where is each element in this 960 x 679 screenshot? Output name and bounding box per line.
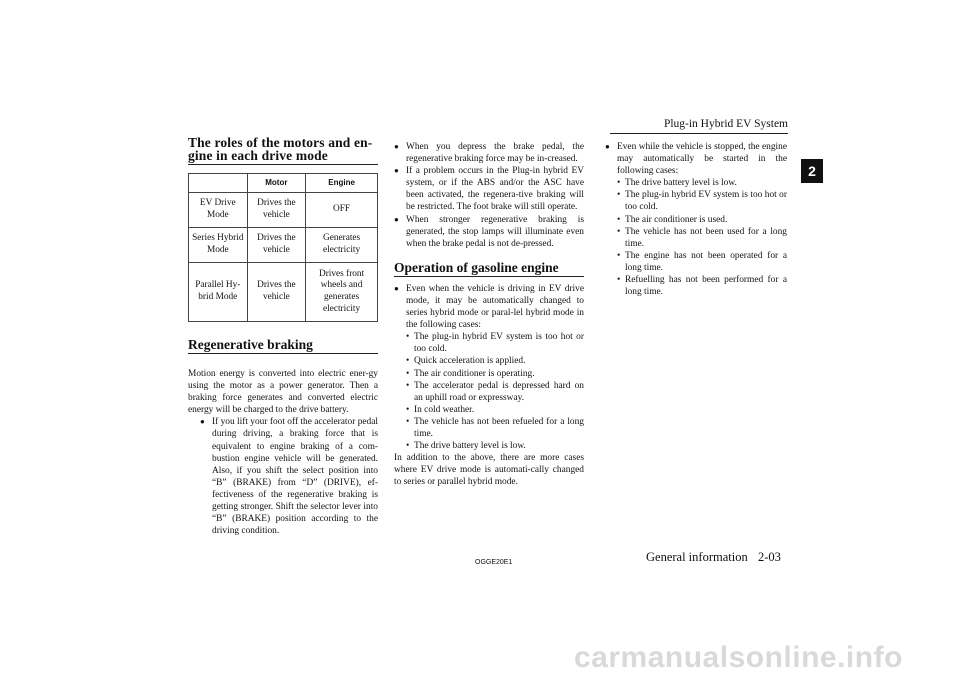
heading-motor-roles: The roles of the motors and en-gine in each drive mode	[188, 136, 378, 165]
table-cell: Parallel Hy-brid Mode	[189, 263, 248, 322]
sub-list-item: • The drive battery level is low.	[406, 441, 526, 452]
table-header-cell	[189, 174, 248, 193]
drive-mode-table	[188, 173, 378, 322]
sub-list-item: • Quick acceleration is applied.	[406, 356, 526, 367]
bullet-icon: ●	[394, 283, 399, 293]
dot-marker: •	[617, 250, 621, 261]
list-item: ● Even while the vehicle is stopped, the engine may automatically be started in the following cases:	[605, 142, 787, 177]
sub-list-item: • The air conditioner is used.	[617, 214, 728, 225]
list-item: ● When stronger regenerative braking is generated, the stop lamps will illuminate even when the brake pedal is not de-pressed.	[394, 214, 584, 249]
column-2	[394, 141, 584, 488]
list-item: ● When you depress the brake pedal, the regenerative braking force may be in-creased.	[394, 142, 584, 165]
list-item: ● Even when the vehicle is driving in EV drive mode, it may be automatically changed to series hybrid mode or paral-lel hybrid mode in the following cases:	[394, 283, 584, 331]
bullet-icon: ●	[200, 417, 205, 427]
table-header-row	[189, 174, 378, 193]
header-rule	[610, 133, 788, 134]
dot-marker: •	[406, 356, 410, 367]
sub-list-item: • The engine has not been operated for a long time.	[617, 250, 787, 273]
dot-marker: •	[617, 190, 621, 201]
heading-regenerative-braking: Regenerative braking	[188, 338, 378, 354]
dot-marker: •	[617, 226, 621, 237]
page-number: 2-03	[758, 550, 781, 564]
sub-list-item: • Refuelling has not been performed for a long time.	[617, 275, 787, 298]
table-cell: EV Drive Mode	[189, 193, 248, 228]
regen-paragraph: Motion energy is converted into electric ener-gy using the motor as a power generator. Then a braking force generates and converted electric energy will be charged to the drive battery.	[188, 369, 378, 416]
dot-marker: •	[617, 275, 621, 286]
closing-paragraph: In addition to the above, there are more cases where EV drive mode is automati-cally changed to series or parallel hybrid mode.	[394, 453, 584, 488]
sub-list-item: • The drive battery level is low.	[617, 178, 737, 189]
column-3	[605, 141, 787, 298]
bullet-icon: ●	[394, 214, 399, 224]
sub-list-item: • The plug-in hybrid EV system is too hot or too cold.	[406, 332, 584, 355]
table-cell: Drives the vehicle	[247, 263, 306, 322]
dot-marker: •	[617, 178, 621, 189]
bullet-icon: ●	[394, 142, 399, 151]
table-row	[189, 193, 378, 228]
bullet-icon: ●	[605, 142, 610, 151]
table-cell: OFF	[306, 193, 378, 228]
watermark: carmanualsonline.info	[574, 641, 903, 674]
section-name: General information	[646, 550, 748, 564]
sub-list-item: • In cold weather.	[406, 404, 475, 415]
dot-marker: •	[406, 380, 410, 391]
bullet-icon: ●	[394, 166, 399, 176]
table-cell: Generates electricity	[306, 228, 378, 263]
table-header-cell: Engine	[306, 174, 378, 193]
list-item: ● If a problem occurs in the Plug-in hybrid EV system, or if the ABS and/or the ASC have been activated, the regenera-tive braking will be restricted. The foot brake will still operate.	[394, 166, 584, 213]
dot-marker: •	[406, 441, 410, 452]
table-row	[189, 263, 378, 322]
table-header-cell: Motor	[247, 174, 306, 193]
table-cell: Drives the vehicle	[247, 193, 306, 228]
dot-marker: •	[617, 214, 621, 225]
table-cell: Drives the vehicle	[247, 228, 306, 263]
table-row	[189, 228, 378, 263]
sub-list-item: • The vehicle has not been used for a long time.	[617, 226, 787, 249]
column-1	[188, 136, 378, 537]
dot-marker: •	[406, 368, 410, 379]
list-item: ● If you lift your foot off the accelerator pedal during driving, a braking force that is equivalent to engine braking of a com-bustion engine vehicle will be generated. Also, if you shift the select position into “B” (BRAKE) from “D” (DRIVE), ef-fectiveness of the regenerative braking is getting stronger. Shift the selector lever into “B” (BRAKE) position according to the driving condition.	[200, 417, 378, 537]
table-cell: Series Hybrid Mode	[189, 228, 248, 263]
dot-marker: •	[406, 332, 410, 343]
sub-list-item: • The accelerator pedal is depressed hard on an uphill road or expressway.	[406, 380, 584, 403]
heading-gasoline-engine: Operation of gasoline engine	[394, 261, 584, 277]
chapter-tab: 2	[801, 159, 823, 183]
sub-list-item: • The vehicle has not been refueled for a long time.	[406, 416, 584, 439]
sub-list-item: • The air conditioner is operating.	[406, 368, 535, 379]
dot-marker: •	[406, 416, 410, 427]
dot-marker: •	[406, 404, 410, 415]
sub-list-item: • The plug-in hybrid EV system is too hot or too cold.	[617, 190, 787, 213]
running-header: Plug-in Hybrid EV System	[663, 118, 788, 130]
table-cell: Drives front wheels and generates electricity	[306, 263, 378, 322]
document-code: OGGE20E1	[475, 559, 513, 566]
